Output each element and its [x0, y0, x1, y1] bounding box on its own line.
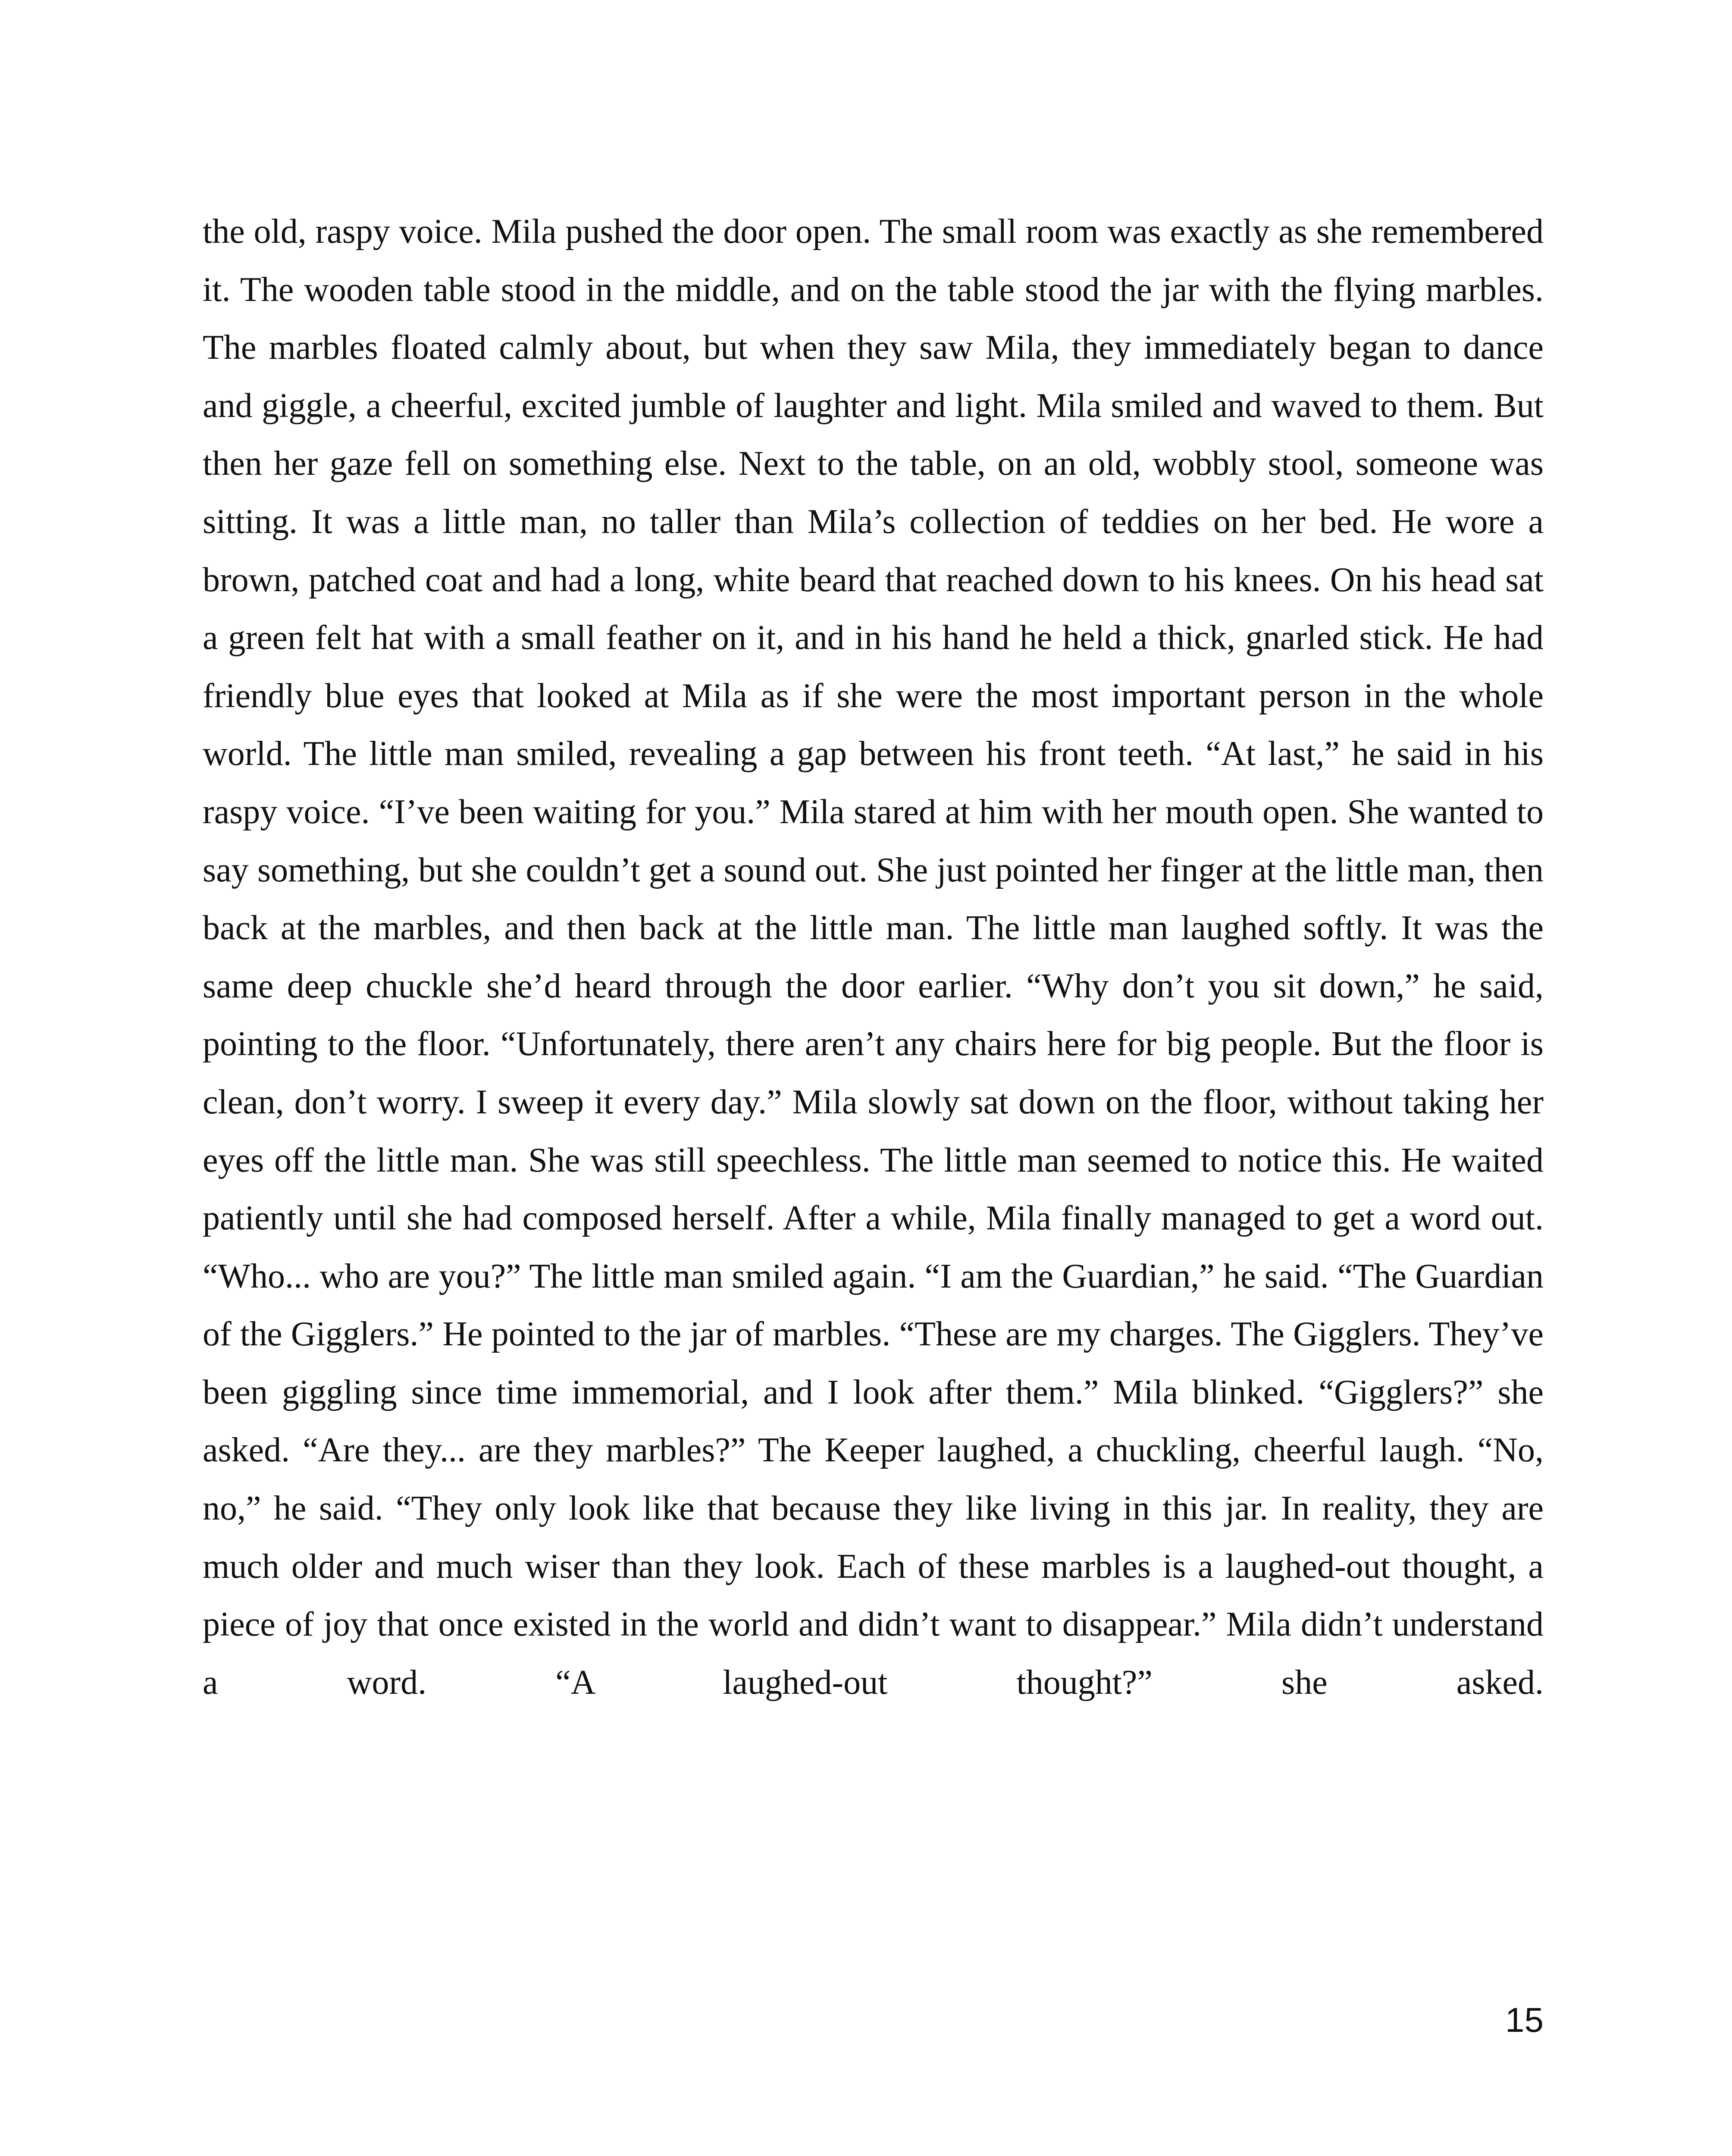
page-number: 15: [1505, 2001, 1544, 2039]
body-paragraph: the old, raspy voice. Mila pushed the door open. The small room was exactly as she remembered it. The wooden table stood in the middle, and on the table stood the jar with the flying marbles. The marbles floated calmly about, but when they saw Mila, they immediately began to dance and giggle, a cheerful, excited jumble of laughter and light. Mila smiled and waved to them. But then her gaze fell on something else. Next to the table, on an old, wobbly stool, someone was sitting. It was a little man, no taller than Mila’s collection of teddies on her bed. He wore a brown, patched coat and had a long, white beard that reached down to his knees. On his head sat a green felt hat with a small feather on it, and in his hand he held a thick, gnarled stick. He had friendly blue eyes that looked at Mila as if she were the most important person in the whole world. The little man smiled, revealing a gap between his front teeth. “At last,” he said in his raspy voice. “I’ve been waiting for you.” Mila stared at him with her mouth open. She wanted to say something, but she couldn’t get a sound out. She just pointed her finger at the little man, then back at the marbles, and then back at the little man. The little man laughed softly. It was the same deep chuckle she’d heard through the door earlier. “Why don’t you sit down,” he said, pointing to the floor. “Unfortunately, there aren’t any chairs here for big people. But the floor is clean, don’t worry. I sweep it every day.” Mila slowly sat down on the floor, without taking her eyes off the little man. She was still speechless. The little man seemed to notice this. He waited patiently until she had composed herself. After a while, Mila finally managed to get a word out. “Who... who are you?” The little man smiled again. “I am the Guardian,” he said. “The Guardian of the Gigglers.” He pointed to the jar of marbles. “These are my charges. The Gigglers. They’ve been giggling since time immemorial, and I look after them.” Mila blinked. “Gigglers?” she asked. “Are they... are they marbles?” The Keeper laughed, a chuckling, cheerful laugh. “No, no,” he said. “They only look like that because they like living in this jar. In reality, they are much older and much wiser than they look. Each of these marbles is a laughed-out thought, a piece of joy that once existed in the world and didn’t want to disappear.” Mila didn’t understand a word. “A laughed-out thought?” she asked.: [203, 213, 1544, 1702]
